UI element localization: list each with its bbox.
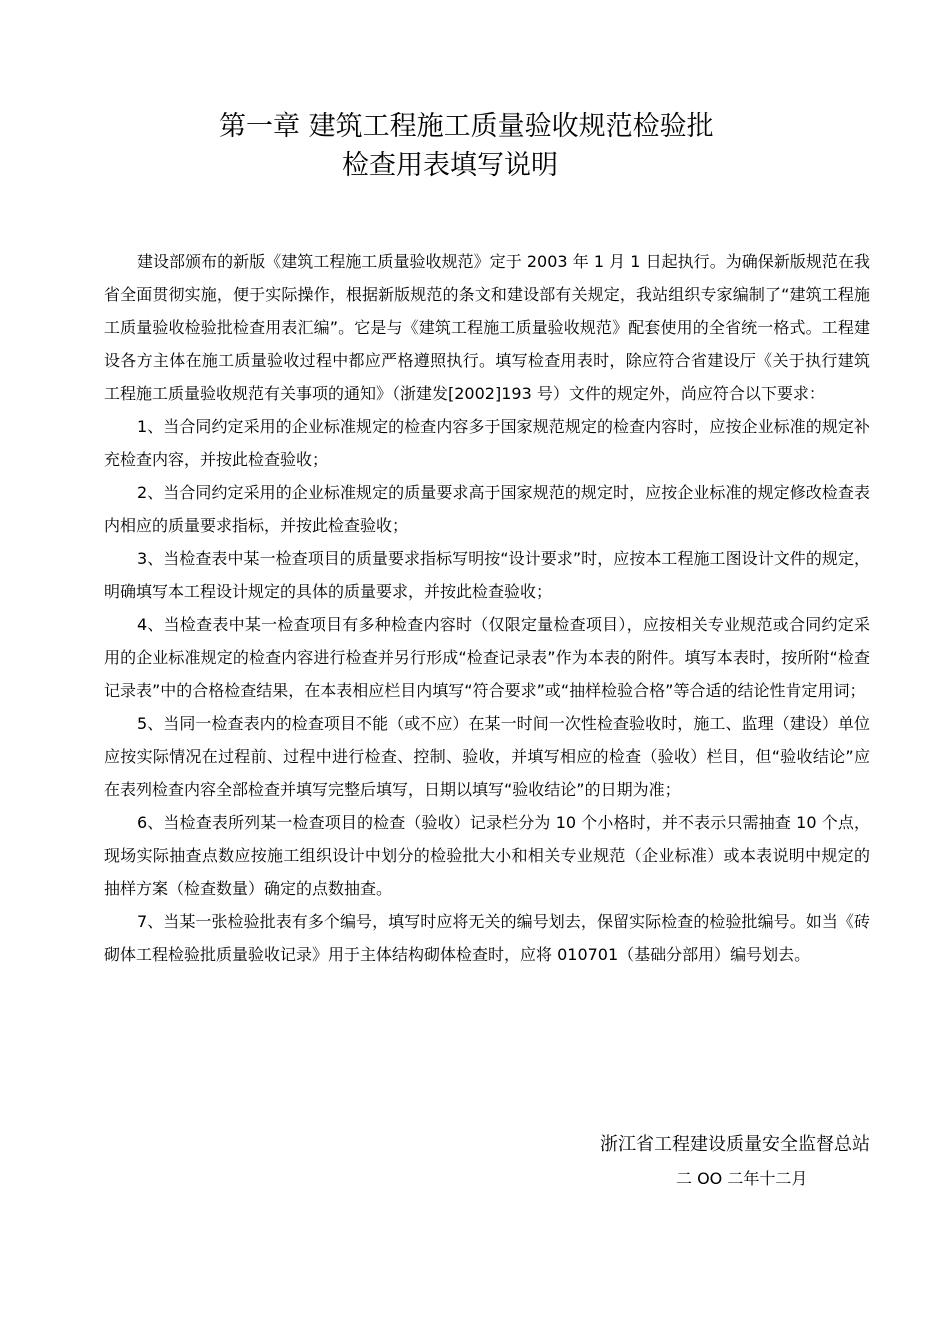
page-title-text-2: 检查用表填写说明: [342, 150, 558, 181]
requirement-item-5: 5、当同一检查表内的检查项目不能（或不应）在某一时间一次性检查验收时，施工、监理（建设）单位应按实际情况在过程前、过程中进行检查、控制、验收，并填写相应的检查（验收）栏目，但“验收结论”应在表列检查内容全部检查并填写完整后填写，日期以填写“验收结论”的日期为准；: [104, 714, 870, 799]
requirement-item-2: 2、当合同约定采用的企业标准规定的质量要求高于国家规范的规定时，应按企业标准的规定修改检查表内相应的质量要求指标，并按此检查验收；: [104, 483, 870, 535]
requirement-item-7: 7、当某一张检验批表有多个编号，填写时应将无关的编号划去，保留实际检查的检验批编号。如当《砖砌体工程检验批质量验收记录》用于主体结构砌体检查时，应将 010701（基础分部用）编号划去。: [104, 912, 870, 964]
issuing-organization: 浙江省工程建设质量安全监督总站: [600, 1134, 870, 1155]
requirement-item-1: 1、当合同约定采用的企业标准规定的检查内容多于国家规范规定的检查内容时，应按企业标准的规定补充检查内容，并按此检查验收；: [104, 417, 870, 469]
requirement-item-6: 6、当检查表所列某一检查项目的检查（验收）记录栏分为 10 个小格时，并不表示只需抽查 10 个点，现场实际抽查点数应按施工组织设计中划分的检验批大小和相关专业规范（企业标准）或本表说明中规定的抽样方案（检查数量）确定的点数抽查。: [104, 813, 870, 898]
intro-paragraph: 建设部颁布的新版《建筑工程施工质量验收规范》定于 2003 年 1 月 1 日起执行。为确保新版规范在我省全面贯彻实施，便于实际操作，根据新版规范的条文和建设部有关规定，我站组织专家编制了“建筑工程施工质量验收检验批检查用表汇编”。它是与《建筑工程施工质量验收规范》配套使用的全省统一格式。工程建设各方主体在施工质量验收过程中都应严格遵照执行。填写检查用表时，除应符合省建设厅《关于执行建筑工程施工质量验收规范有关事项的通知》（浙建发[2002]193 号）文件的规定外，尚应符合以下要求：: [104, 252, 870, 403]
requirement-item-3: 3、当检查表中某一检查项目的质量要求指标写明按“设计要求”时，应按本工程施工图设计文件的规定，明确填写本工程设计规定的具体的质量要求，并按此检查验收；: [104, 549, 870, 601]
document-body: [104, 245, 870, 971]
page-title-text-1: 第一章 建筑工程施工质量验收规范检验批: [219, 111, 714, 142]
requirement-item-4: 4、当检查表中某一检查项目有多种检查内容时（仅限定量检查项目），应按相关专业规范或合同约定采用的企业标准规定的检查内容进行检查并另行形成“检查记录表”作为本表的附件。填写本表时，按所附“检查记录表”中的合格检查结果，在本表相应栏目内填写“符合要求”或“抽样检验合格”等合适的结论性肯定用词；: [104, 615, 870, 700]
issue-date: 二 OO 二年十二月: [676, 1169, 808, 1188]
